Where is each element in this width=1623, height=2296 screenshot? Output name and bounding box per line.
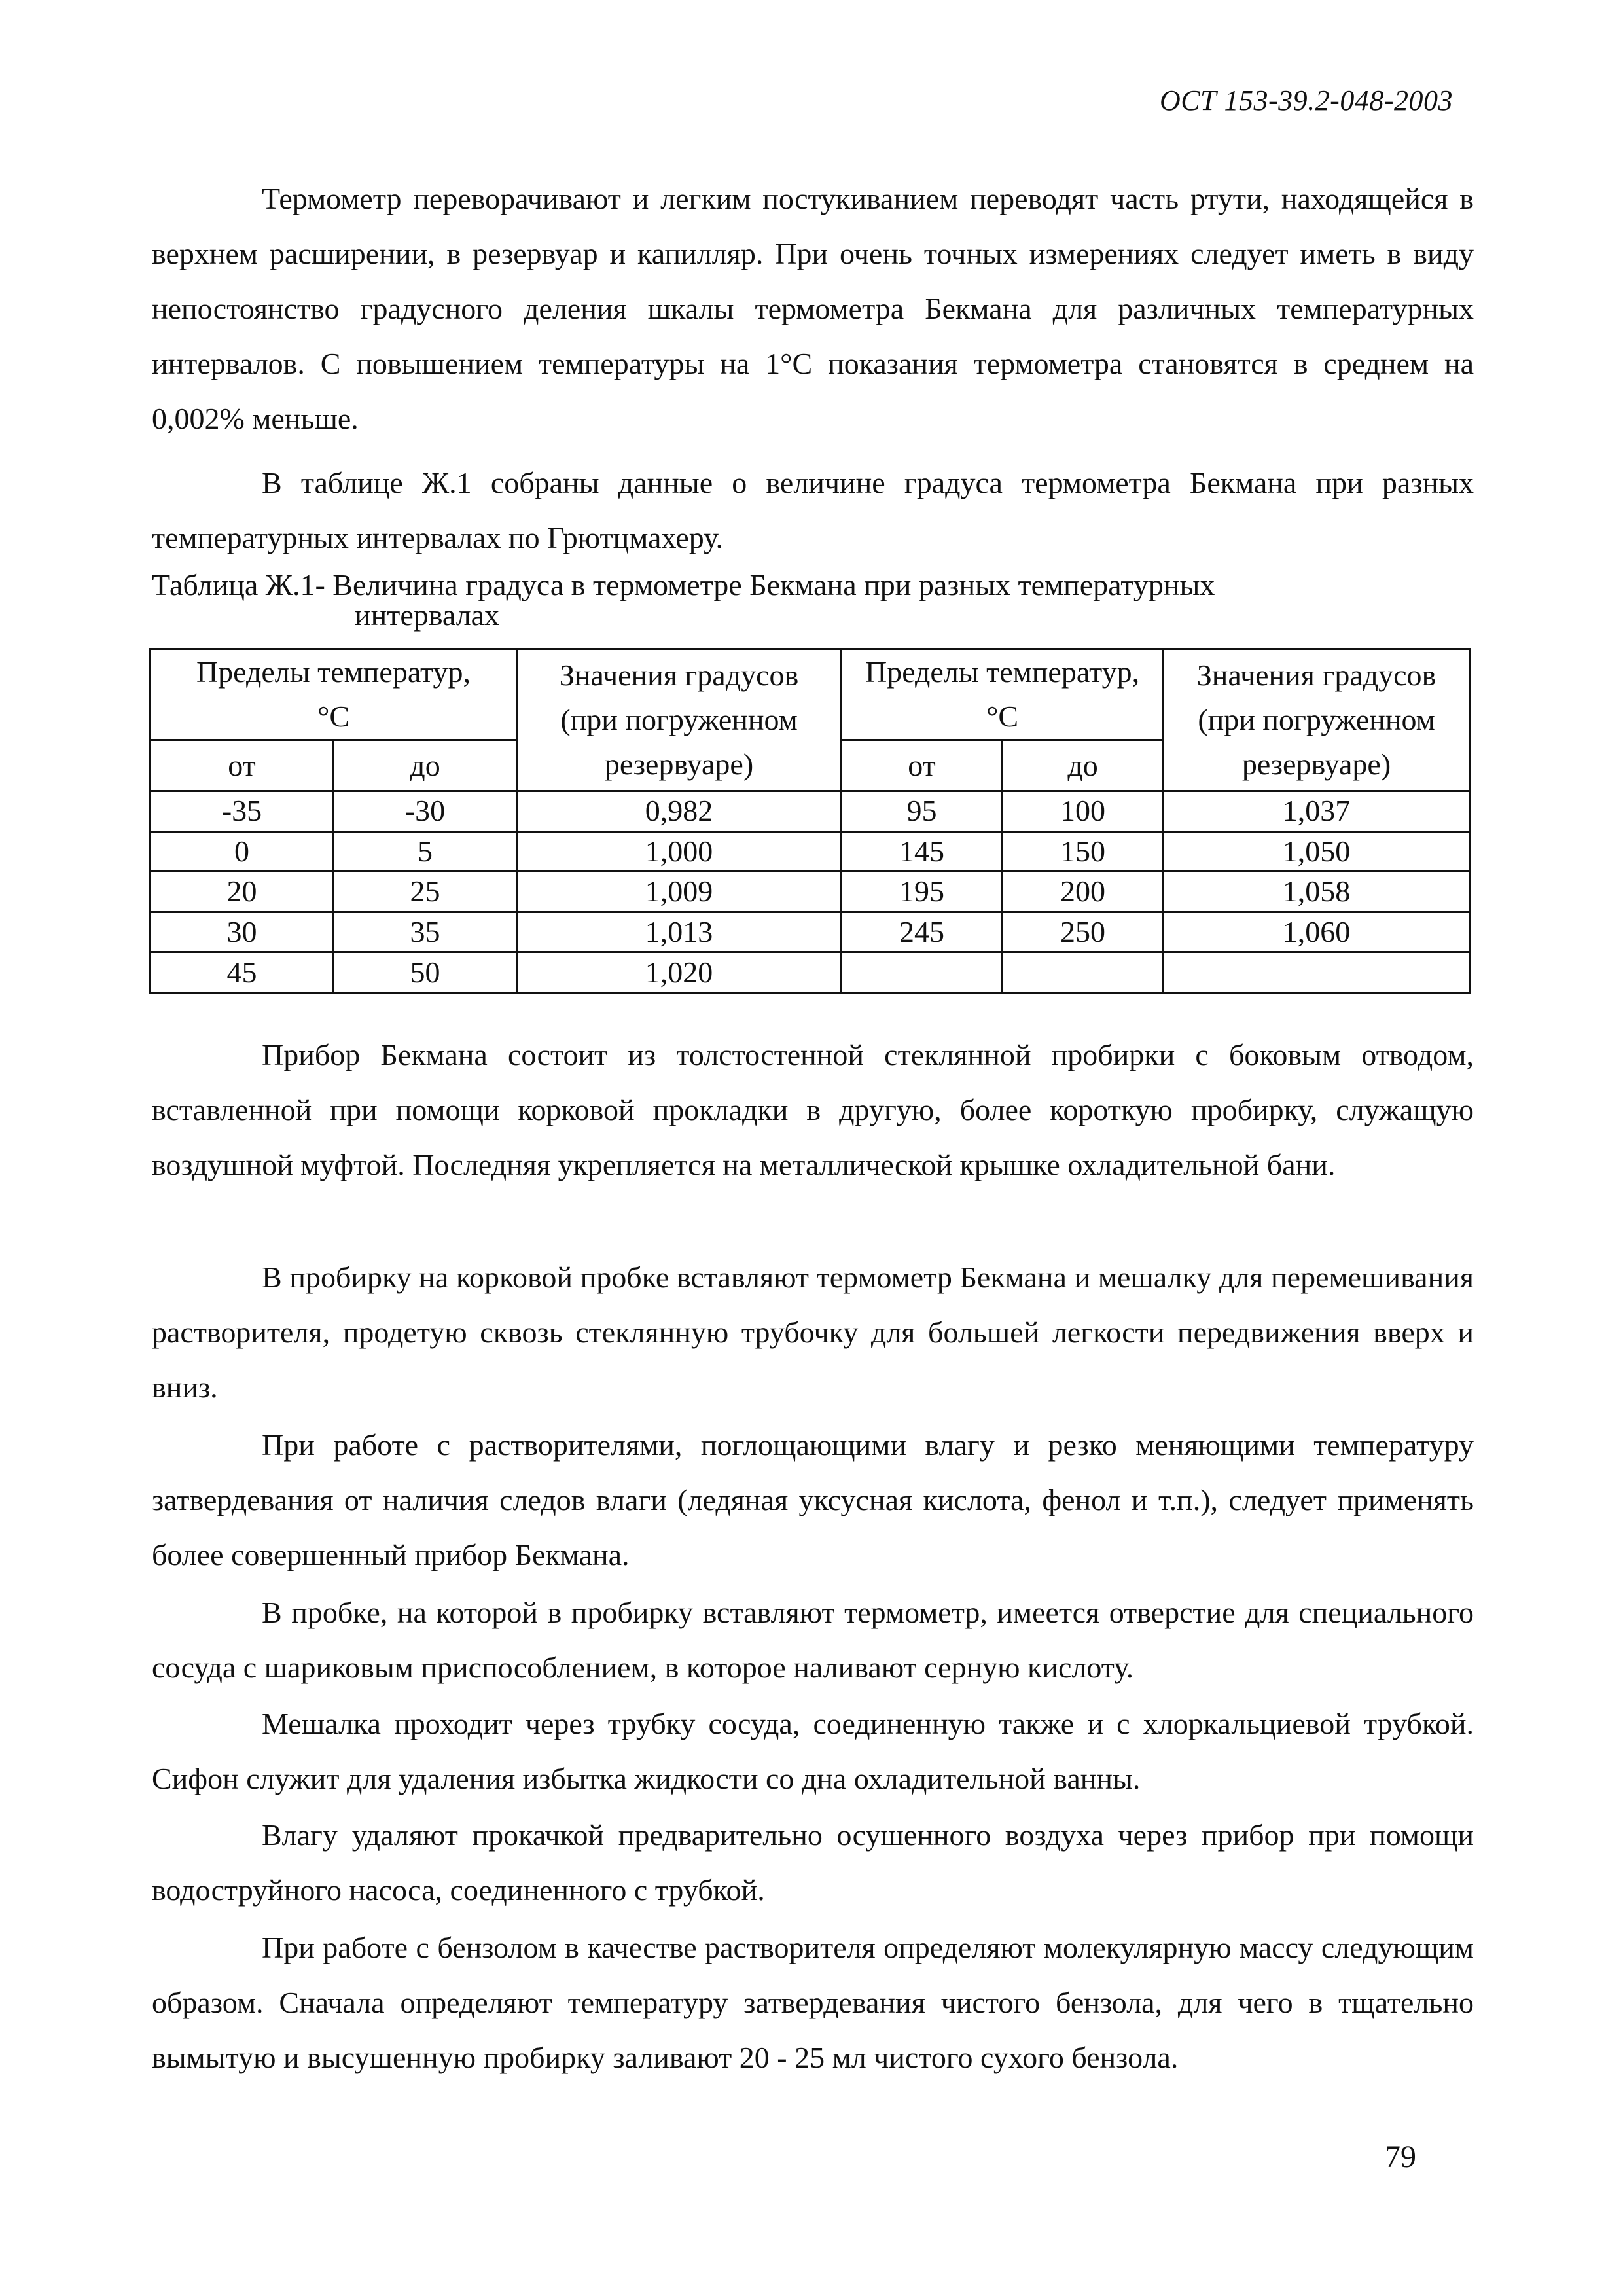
paragraph-text: При работе с бензолом в качестве растворителя определяют молекулярную массу следующим образом. Сначала определяют температуру затвердевания чистого бензола, для чего в тщательно вымытую и высушенную пробирку заливают 20 - 25 мл чистого сухого бензола. bbox=[152, 1931, 1474, 2074]
page-number: 79 bbox=[1385, 2140, 1416, 2174]
cell-from-b: 95 bbox=[842, 791, 1003, 832]
header-from: от bbox=[151, 740, 334, 791]
header-to-b: до bbox=[1003, 740, 1164, 791]
cell-to: -30 bbox=[334, 791, 517, 832]
header-limits-b bbox=[842, 649, 1164, 740]
paragraph-moisture bbox=[152, 1808, 1474, 1918]
header-limits-line1: Пределы температур, bbox=[196, 655, 471, 689]
paragraph-text: В пробирку на корковой пробке вставляют термометр Бекмана и мешалку для перемешивания растворителя, продетую сквозь стеклянную трубочку для большей легкости передвижения вверх и вниз. bbox=[152, 1261, 1474, 1404]
paragraph-device bbox=[152, 1028, 1474, 1193]
paragraph-solvents bbox=[152, 1418, 1474, 1583]
cell-value-b: 1,050 bbox=[1164, 831, 1470, 872]
table-caption bbox=[152, 564, 1474, 636]
header-limits bbox=[151, 649, 517, 740]
paragraph-text: Влагу удаляют прокачкой предварительно осушенного воздуха через прибор при помощи водоструйного насоса, соединенного с трубкой. bbox=[152, 1818, 1474, 1907]
cell-to-b: 250 bbox=[1003, 912, 1164, 952]
cell-from-b bbox=[842, 952, 1003, 993]
header-to: до bbox=[334, 740, 517, 791]
cell-from-b: 145 bbox=[842, 831, 1003, 872]
cell-to-b: 150 bbox=[1003, 831, 1164, 872]
cell-from: 20 bbox=[151, 872, 334, 912]
header-limits-unit: °С bbox=[317, 700, 350, 733]
paragraph-text: Прибор Бекмана состоит из толстостенной стеклянной пробирки с боковым отводом, вставленной при помощи корковой прокладки в другую, более короткую пробирку, служащую воздушной муфтой. Последняя укрепляется на металлической крышке охладительной бани. bbox=[152, 1038, 1474, 1181]
header-values-b bbox=[1164, 649, 1470, 791]
cell-value: 1,013 bbox=[517, 912, 842, 952]
cell-value-b: 1,058 bbox=[1164, 872, 1470, 912]
cell-from-b: 245 bbox=[842, 912, 1003, 952]
cell-from: 45 bbox=[151, 952, 334, 993]
table-caption-line1: Таблица Ж.1- Величина градуса в термометре Бекмана при разных температурных bbox=[152, 568, 1215, 601]
cell-value: 1,009 bbox=[517, 872, 842, 912]
header-limits-b-line1: Пределы температур, bbox=[865, 655, 1140, 689]
paragraph-siphon bbox=[152, 1696, 1474, 1806]
cell-from: -35 bbox=[151, 791, 334, 832]
table-caption-line2: интервалах bbox=[355, 598, 500, 632]
table-row bbox=[151, 831, 1470, 872]
cell-to: 35 bbox=[334, 912, 517, 952]
cell-value: 0,982 bbox=[517, 791, 842, 832]
paragraph-text: В пробке, на которой в пробирку вставляют термометр, имеется отверстие для специального сосуда с шариковым приспособлением, в которое наливают серную кислоту. bbox=[152, 1596, 1474, 1684]
header-values-line3: резервуаре) bbox=[604, 747, 754, 781]
header-values-b-line2: (при погруженном bbox=[1198, 703, 1435, 736]
header-values bbox=[517, 649, 842, 791]
cell-to: 5 bbox=[334, 831, 517, 872]
paragraph-table-intro bbox=[152, 456, 1474, 565]
table-row bbox=[151, 912, 1470, 952]
cell-value: 1,000 bbox=[517, 831, 842, 872]
cell-from-b: 195 bbox=[842, 872, 1003, 912]
paragraph-text: Термометр переворачивают и легким постукиванием переводят часть ртути, находящейся в верхнем расширении, в резервуар и капилляр. При очень точных измерениях следует иметь в виду непостоянство градусного деления шкалы термометра Бекмана для различных температурных интервалов. С повышением температуры на 1°С показания термометра становятся в среднем на 0,002% меньше. bbox=[152, 182, 1474, 435]
degree-values-table bbox=[149, 648, 1471, 994]
cell-value-b: 1,037 bbox=[1164, 791, 1470, 832]
paragraph-stopper bbox=[152, 1585, 1474, 1695]
cell-to: 50 bbox=[334, 952, 517, 993]
cell-value-b: 1,060 bbox=[1164, 912, 1470, 952]
paragraph-text: При работе с растворителями, поглощающими влагу и резко меняющими температуру затвердевания от наличия следов влаги (ледяная уксусная кислота, фенол и т.п.), следует применять более совершенный прибор Бекмана. bbox=[152, 1428, 1474, 1571]
header-values-line2: (при погруженном bbox=[560, 703, 798, 736]
header-values-b-line3: резервуаре) bbox=[1241, 747, 1391, 781]
cell-value: 1,020 bbox=[517, 952, 842, 993]
paragraph-text: Мешалка проходит через трубку сосуда, соединенную также и с хлоркальциевой трубкой. Сифон служит для удаления избытка жидкости со дна охладительной ванны. bbox=[152, 1707, 1474, 1795]
table-row bbox=[151, 952, 1470, 993]
table-row bbox=[151, 872, 1470, 912]
header-from-b: от bbox=[842, 740, 1003, 791]
document-code: ОСТ 153-39.2-048-2003 bbox=[1159, 84, 1453, 117]
paragraph-text: В таблице Ж.1 собраны данные о величине градуса термометра Бекмана при разных температурных интервалах по Грютцмахеру. bbox=[152, 466, 1474, 554]
table-row bbox=[151, 791, 1470, 832]
header-values-b-line1: Значения градусов bbox=[1196, 658, 1436, 692]
cell-to-b: 200 bbox=[1003, 872, 1164, 912]
cell-to-b: 100 bbox=[1003, 791, 1164, 832]
cell-from: 30 bbox=[151, 912, 334, 952]
paragraph-benzene bbox=[152, 1920, 1474, 2085]
header-limits-b-unit: °С bbox=[986, 700, 1019, 733]
paragraph-thermometer bbox=[152, 171, 1474, 446]
cell-value-b bbox=[1164, 952, 1470, 993]
cell-to-b bbox=[1003, 952, 1164, 993]
cell-to: 25 bbox=[334, 872, 517, 912]
paragraph-stirrer bbox=[152, 1250, 1474, 1415]
cell-from: 0 bbox=[151, 831, 334, 872]
header-values-line1: Значения градусов bbox=[559, 658, 799, 692]
